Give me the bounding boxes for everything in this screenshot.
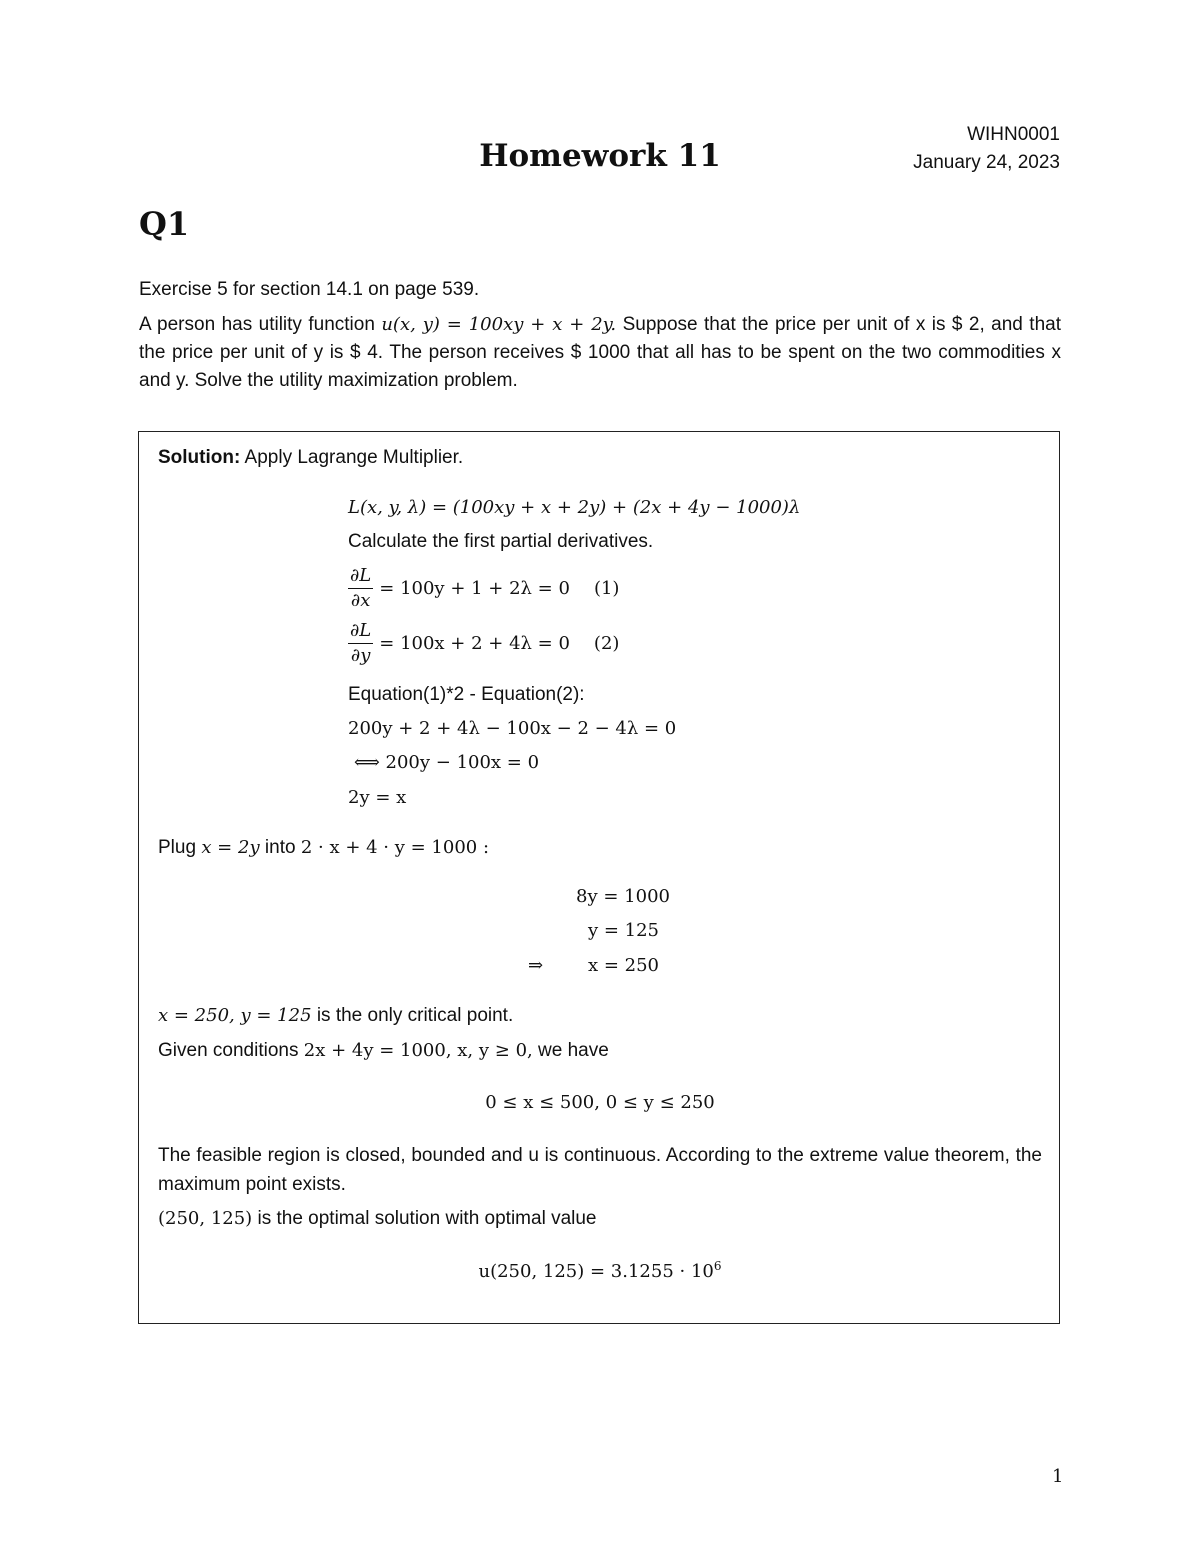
feasible-region-text: The feasible region is closed, bounded and u is continuous. According to the extreme value theorem, the maximum point exists. — [158, 1145, 1042, 1195]
optimal-value-exponent: 6 — [713, 1259, 722, 1273]
partial-derivative-y — [348, 620, 619, 667]
solve-line-1: 8y = 1000 — [576, 886, 670, 907]
plug-text: Plug — [158, 837, 197, 858]
question-heading: Q1 — [139, 205, 190, 243]
partial1-rhs: = 100y + 1 + 2λ = 0 — [379, 578, 570, 599]
partial-derivative-x — [348, 565, 619, 612]
plug-expression-2: 2 · x + 4 · y = 1000 : — [300, 837, 490, 858]
exercise-reference: Exercise 5 for section 14.1 on page 539. — [139, 279, 480, 300]
optimal-solution-line — [158, 1208, 597, 1230]
conditions-text: Given conditions — [158, 1040, 299, 1061]
course-code: WIHN0001 — [967, 124, 1060, 145]
optimal-text: is the optimal solution with optimal value — [257, 1208, 597, 1229]
implies-arrow: ⇒ — [528, 955, 544, 976]
combine-line-1: 200y + 2 + 4λ − 100x − 2 − 4λ = 0 — [348, 718, 677, 739]
statement-part2: Suppose that the price per unit of x is $ 2, and that the price per unit of y is $ 4. The person receives $ 1000 that all has to be spent on the two commodities x and y. Solve the utility maximization problem. — [139, 314, 1061, 391]
variable-bounds: 0 ≤ x ≤ 500, 0 ≤ y ≤ 250 — [485, 1092, 715, 1113]
page-title: Homework 11 — [479, 138, 721, 174]
plug-in-line — [158, 837, 489, 859]
page-number: 1 — [1052, 1466, 1064, 1487]
fraction-dl-dx — [348, 565, 373, 612]
solution-label: Solution: — [158, 447, 241, 468]
fraction-numerator: ∂L — [348, 565, 373, 589]
lagrangian-equation: L(x, y, λ) = (100xy + x + 2y) + (2x + 4y − 1000)λ — [348, 497, 801, 518]
equation-tag-1: (1) — [593, 578, 620, 599]
conditions-end: we have — [538, 1040, 609, 1061]
fraction-numerator: ∂L — [348, 620, 373, 644]
solve-line-2: y = 125 — [587, 920, 659, 941]
combine-line-2: ⟺ 200y − 100x = 0 — [354, 752, 540, 773]
optimal-value — [0, 1259, 1200, 1282]
utility-expression: u(x, y) = 100xy + x + 2y. — [381, 314, 617, 335]
combine-label: Equation(1)*2 - Equation(2): — [348, 684, 585, 705]
critical-point-text: is the only critical point. — [316, 1005, 514, 1026]
optimal-value-expression: u(250, 125) = 3.1255 · 10 — [478, 1261, 714, 1282]
conditions-expression: 2x + 4y = 1000, x, y ≥ 0, — [303, 1040, 533, 1061]
conditions-line — [158, 1040, 609, 1062]
equation-tag-2: (2) — [593, 633, 620, 654]
critical-point-expression: x = 250, y = 125 — [158, 1005, 312, 1026]
fraction-denominator: ∂x — [350, 590, 371, 611]
fraction-denominator: ∂y — [350, 645, 371, 666]
solution-intro-text: Apply Lagrange Multiplier. — [244, 447, 464, 468]
problem-statement — [139, 311, 1061, 395]
partial2-rhs: = 100x + 2 + 4λ = 0 — [379, 633, 570, 654]
plug-into: into — [264, 837, 296, 858]
combine-line-3: 2y = x — [348, 787, 407, 808]
solution-intro — [158, 447, 463, 469]
document-date: January 24, 2023 — [913, 152, 1060, 173]
statement-part1: A person has utility function — [139, 314, 375, 335]
solve-line-3: x = 250 — [587, 955, 659, 976]
critical-point-line — [158, 1005, 513, 1027]
optimal-point: (250, 125) — [158, 1208, 253, 1229]
plug-expression-1: x = 2y — [201, 837, 260, 858]
fraction-dl-dy — [348, 620, 373, 667]
partials-intro: Calculate the first partial derivatives. — [348, 531, 654, 552]
